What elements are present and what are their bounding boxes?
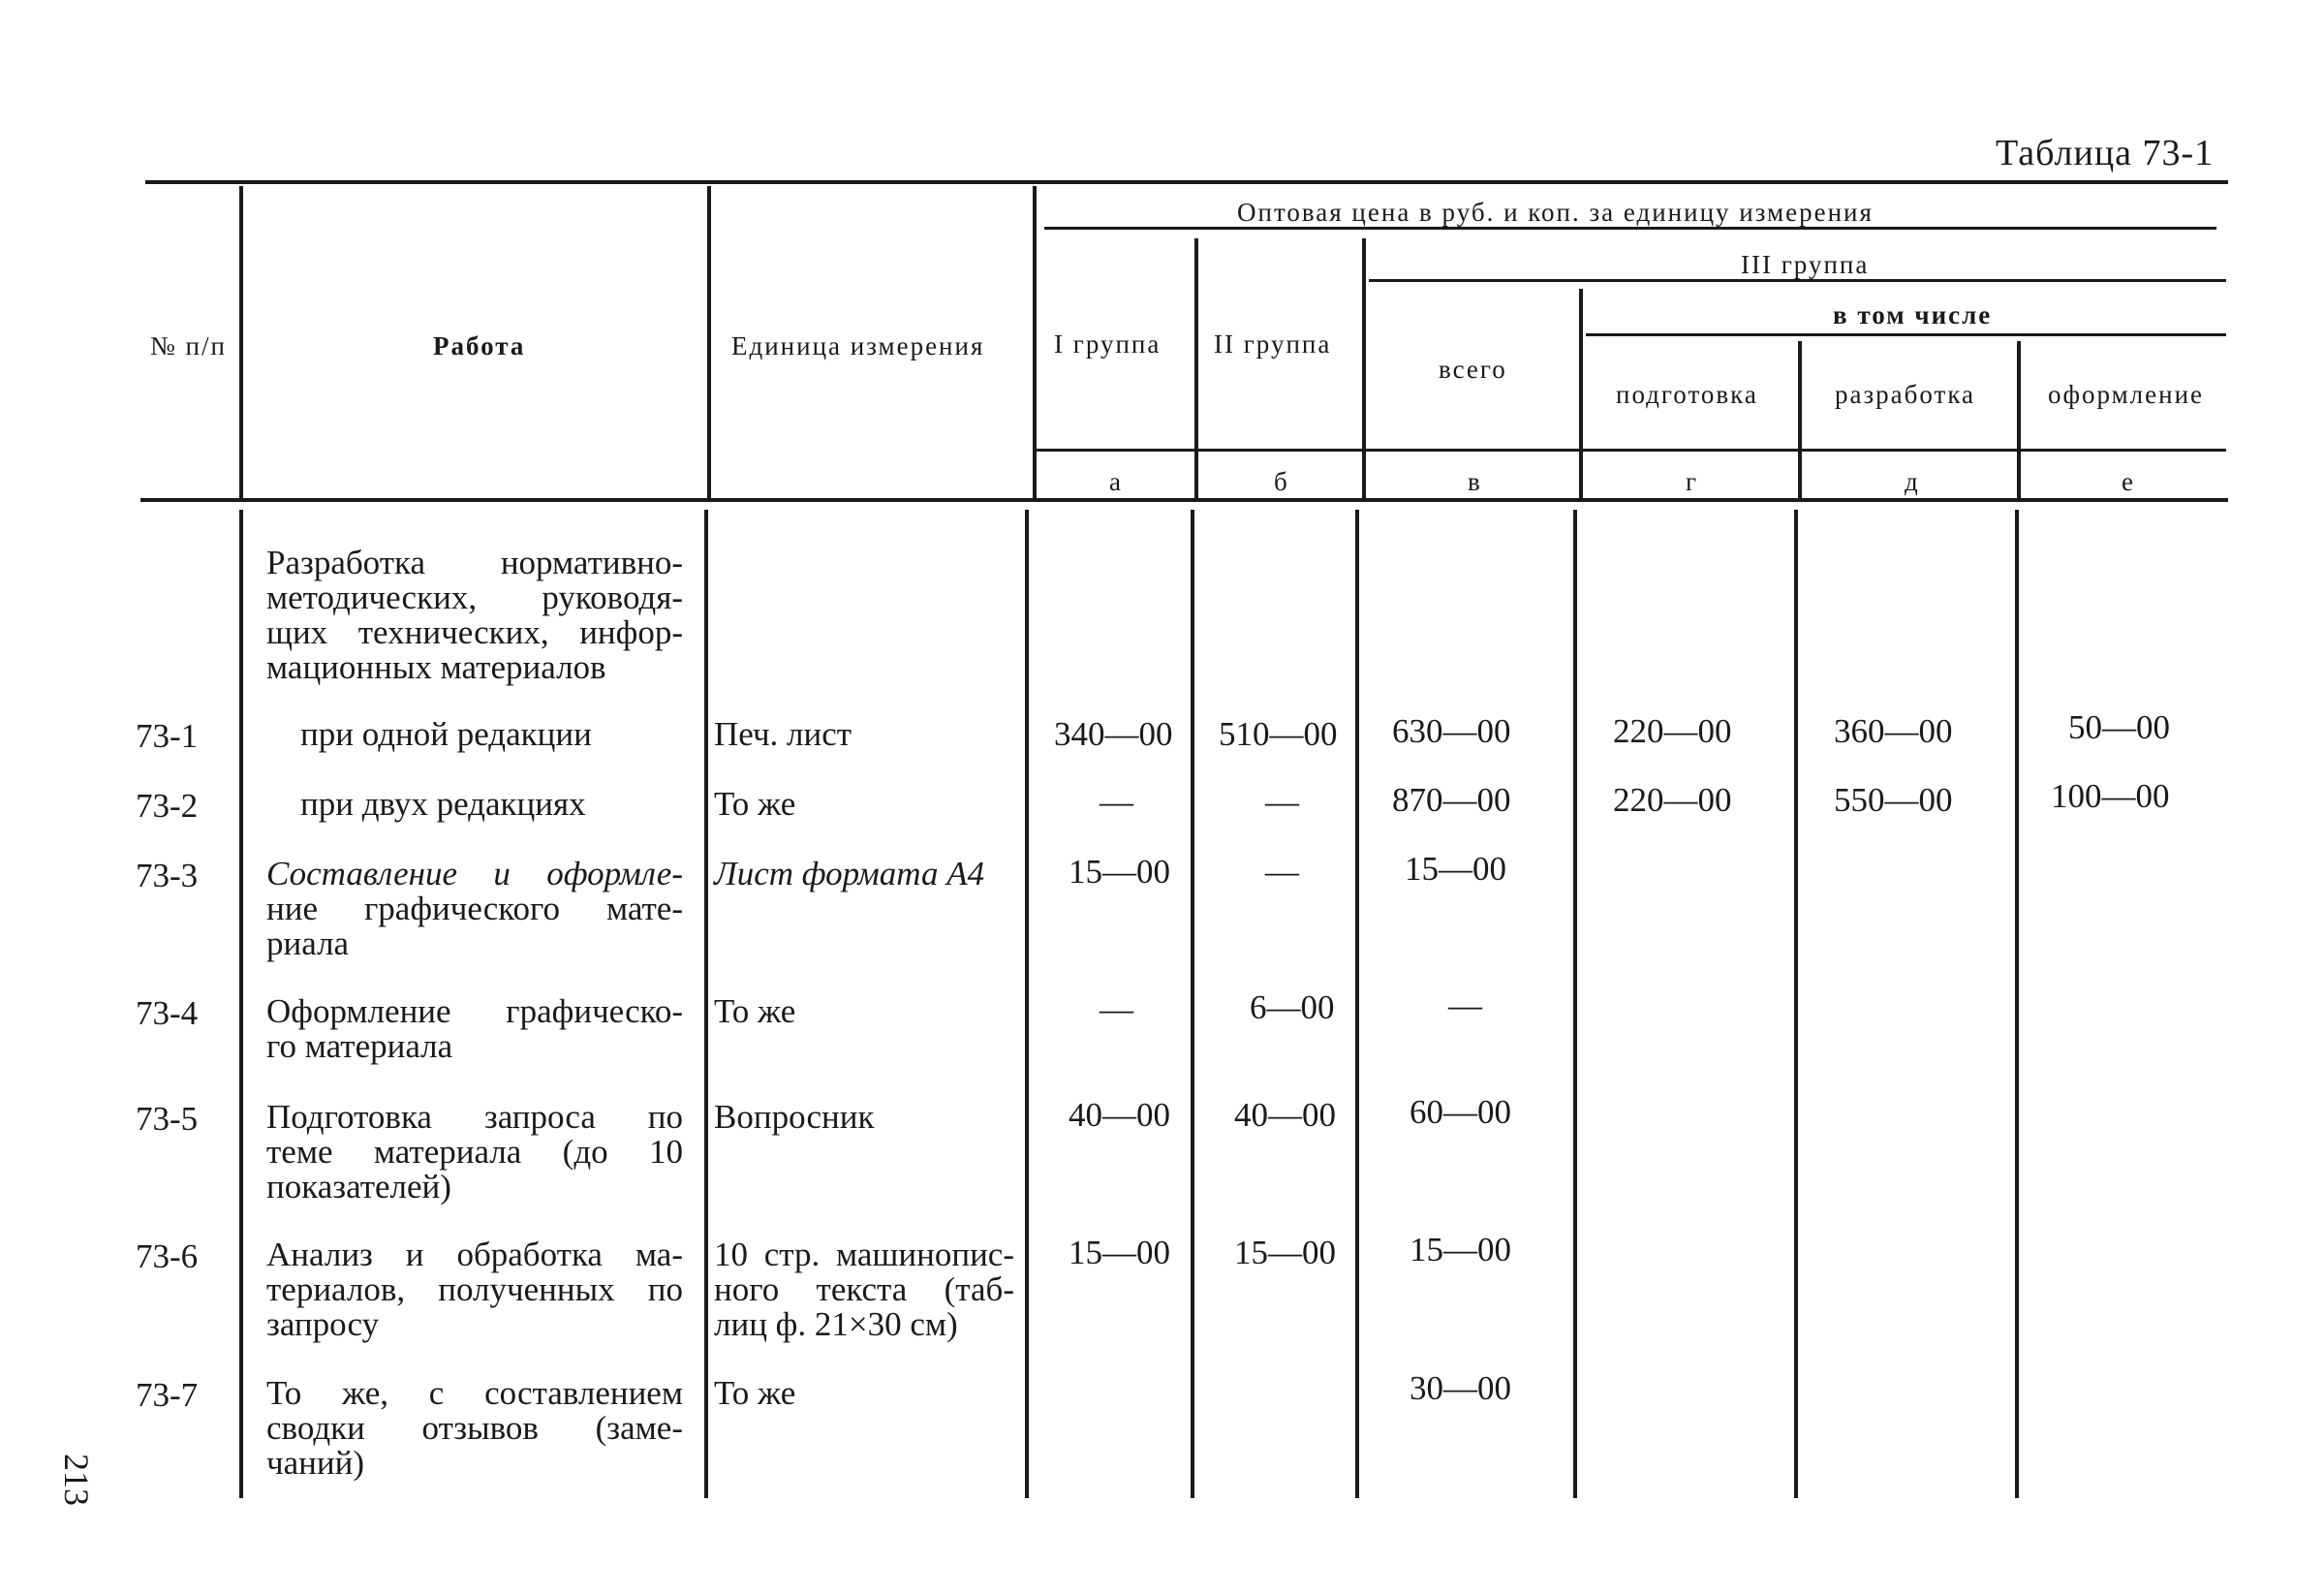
cell-group1: 15—00	[1069, 853, 1170, 891]
header-total: всего	[1439, 355, 1507, 384]
cell-total: —	[1448, 986, 1482, 1024]
section-title-line: методических, руководя-	[266, 579, 683, 616]
row-unit: Печ. лист	[714, 715, 852, 753]
header-group1: I группа	[1054, 329, 1162, 359]
row-unit: То же	[714, 1374, 796, 1412]
row-unit: То же	[714, 785, 796, 823]
cell-dev: 360—00	[1834, 712, 1953, 750]
letters-rule	[1035, 449, 2226, 452]
row-work-line: го материала	[266, 1027, 453, 1065]
row-work: при одной редакции	[300, 715, 592, 753]
cell-group2: 15—00	[1234, 1234, 1336, 1271]
row-work-line: териалов, полученных по	[266, 1270, 683, 1308]
cell-total: 870—00	[1392, 781, 1511, 819]
row-work-line: Подготовка запроса по	[266, 1098, 683, 1136]
header-vline-3	[1033, 186, 1037, 498]
row-unit-line: ного текста (таб-	[714, 1270, 1014, 1308]
row-unit-line: лиц ф. 21×30 см)	[714, 1305, 958, 1343]
cell-group2: 40—00	[1234, 1096, 1336, 1134]
row-unit: Лист формата А4	[714, 855, 985, 892]
header-num-col: № п/п	[150, 331, 227, 360]
header-work-col: Работа	[433, 331, 526, 360]
header-vline-7	[1798, 341, 1802, 498]
cell-prep: 220—00	[1613, 712, 1732, 750]
row-work-line: Оформление графическо-	[266, 992, 683, 1030]
row-work-line: риала	[266, 924, 350, 962]
header-format: оформление	[2048, 380, 2205, 409]
cell-group1: 15—00	[1069, 1234, 1170, 1271]
cell-total: 15—00	[1410, 1231, 1511, 1268]
section-title-line: Разработка нормативно-	[266, 544, 683, 581]
body-vline-8	[2015, 510, 2019, 1498]
section-title	[266, 546, 683, 685]
row-number: 73-5	[136, 1100, 199, 1138]
col-letter-d: д	[1905, 467, 1920, 496]
cell-total: 15—00	[1405, 850, 1506, 888]
row-unit-line: 10 стр. машинопис-	[714, 1236, 1014, 1273]
col-letter-b: б	[1274, 467, 1289, 496]
row-work: при двух редакциях	[300, 785, 586, 823]
cell-group1: —	[1100, 783, 1133, 821]
page-number: 213	[57, 1454, 96, 1506]
header-vline-1	[239, 186, 243, 498]
section-title-line: мационных материалов	[266, 648, 606, 686]
row-number: 73-1	[136, 717, 199, 755]
row-work	[266, 1237, 683, 1342]
header-vline-5	[1362, 238, 1366, 498]
header-including: в том числе	[1833, 300, 1993, 329]
cell-group2: —	[1265, 853, 1299, 891]
row-work-line: сводки отзывов (заме-	[266, 1409, 683, 1447]
section-title-line: щих технических, инфор-	[266, 613, 683, 651]
header-dev: разработка	[1835, 380, 1976, 409]
row-work	[266, 994, 683, 1064]
body-vline-1	[239, 510, 243, 1498]
header-vline-8	[2017, 341, 2021, 498]
cell-total: 30—00	[1410, 1369, 1511, 1407]
cell-total: 630—00	[1392, 712, 1511, 750]
col-letter-g: г	[1686, 467, 1699, 496]
body-vline-3	[1025, 510, 1029, 1498]
header-price: Оптовая цена в руб. и коп. за единицу измерения	[1237, 198, 1874, 227]
row-unit: То же	[714, 992, 796, 1030]
row-work	[266, 1376, 683, 1481]
row-work-line: запросу	[266, 1305, 380, 1343]
body-vline-5	[1355, 510, 1359, 1498]
row-work-line: Анализ и обработка ма-	[266, 1236, 683, 1273]
header-bottom-rule	[140, 498, 2228, 502]
body-vline-4	[1191, 510, 1194, 1498]
cell-dev: 550—00	[1834, 781, 1953, 819]
header-prep: подготовка	[1616, 380, 1758, 409]
row-work-line: То же, с составлением	[266, 1374, 683, 1412]
cell-prep: 220—00	[1613, 781, 1732, 819]
row-number: 73-7	[136, 1376, 199, 1414]
cell-format: 100—00	[2051, 777, 2170, 815]
row-work-line: ние графического мате-	[266, 890, 683, 927]
row-number: 73-6	[136, 1237, 199, 1275]
table-top-rule	[145, 180, 2228, 184]
header-vline-6	[1579, 289, 1583, 498]
col-letter-e: е	[2122, 467, 2135, 496]
body-vline-6	[1573, 510, 1577, 1498]
row-work	[266, 1100, 683, 1205]
col-letter-a: а	[1109, 467, 1123, 496]
cell-format: 50—00	[2068, 708, 2170, 746]
cell-group1: 340—00	[1054, 715, 1173, 753]
row-work-line: чаний)	[266, 1444, 364, 1482]
row-unit	[714, 1237, 1014, 1342]
table-caption: Таблица 73-1	[1996, 133, 2215, 173]
col-letter-v: в	[1468, 467, 1482, 496]
body-vline-2	[704, 510, 708, 1498]
header-vline-4	[1194, 238, 1198, 498]
cell-group1: 40—00	[1069, 1096, 1170, 1134]
row-work-line: теме материала (до 10	[266, 1133, 683, 1171]
row-number: 73-2	[136, 787, 199, 825]
body-vline-7	[1794, 510, 1798, 1498]
header-group2: II группа	[1214, 329, 1332, 359]
header-group3: III группа	[1741, 250, 1870, 279]
cell-group2: —	[1265, 783, 1299, 821]
row-unit: Вопросник	[714, 1098, 875, 1136]
row-number: 73-3	[136, 857, 199, 894]
row-work-line: Составление и оформле-	[266, 855, 683, 892]
including-rule	[1586, 333, 2226, 336]
cell-group1: —	[1100, 990, 1133, 1028]
cell-group2: 510—00	[1219, 715, 1338, 753]
header-unit-col: Единица измерения	[731, 331, 985, 360]
header-vline-2	[707, 186, 711, 498]
row-work	[266, 857, 683, 961]
cell-total: 60—00	[1410, 1093, 1511, 1131]
row-work-line: показателей)	[266, 1168, 451, 1205]
row-number: 73-4	[136, 994, 199, 1032]
cell-group2: 6—00	[1250, 988, 1335, 1026]
